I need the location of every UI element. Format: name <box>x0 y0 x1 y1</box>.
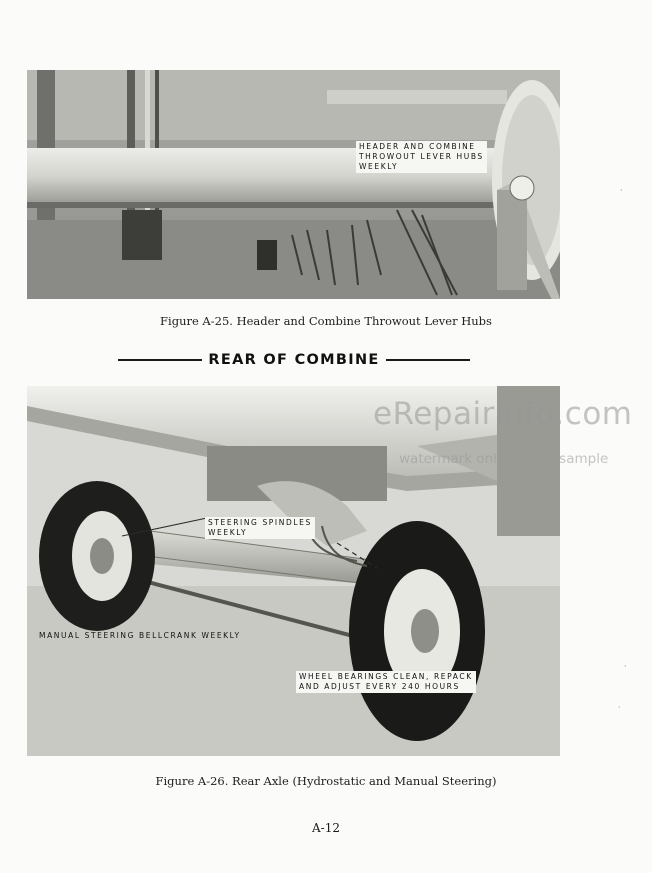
scan-speck: · <box>618 703 621 712</box>
figure-a25-photo <box>27 70 560 299</box>
scan-speck: · <box>624 662 627 671</box>
figure-a26-caption: Figure A-26. Rear Axle (Hydrostatic and Manual Steering) <box>155 774 497 788</box>
callout-line: WHEEL BEARINGS CLEAN, REPACK <box>299 672 473 681</box>
steering-bellcrank-callout <box>39 631 241 641</box>
watermark-note: watermark only on this sample <box>399 451 609 467</box>
page-number: A-12 <box>312 821 340 835</box>
section-heading <box>118 350 470 370</box>
heading-rule-right <box>386 359 470 361</box>
heading-rule-left <box>118 359 202 361</box>
callout-line: HEADER AND COMBINE <box>359 142 476 151</box>
figure-a25-caption: Figure A-25. Header and Combine Throwout Lever Hubs <box>160 314 492 328</box>
callout-line: WEEKLY <box>208 528 248 537</box>
rear-axle-illustration <box>27 386 560 756</box>
section-heading-text: REAR OF COMBINE <box>208 352 380 368</box>
callout-line: WEEKLY <box>359 162 399 171</box>
callout-line: STEERING SPINDLES <box>208 518 312 527</box>
figure-a26-photo <box>27 386 560 756</box>
steering-spindles-callout <box>205 517 315 539</box>
callout-line: MANUAL STEERING BELLCRANK WEEKLY <box>39 631 241 640</box>
scan-speck: · <box>620 186 623 195</box>
watermark-brand: eRepairinfo.com <box>373 396 633 432</box>
callout-line: AND ADJUST EVERY 240 HOURS <box>299 682 460 691</box>
wheel-bearings-callout <box>296 671 476 693</box>
throwout-lever-hubs-callout <box>356 141 487 173</box>
callout-line: THROWOUT LEVER HUBS <box>359 152 484 161</box>
header-hubs-illustration <box>27 70 560 299</box>
